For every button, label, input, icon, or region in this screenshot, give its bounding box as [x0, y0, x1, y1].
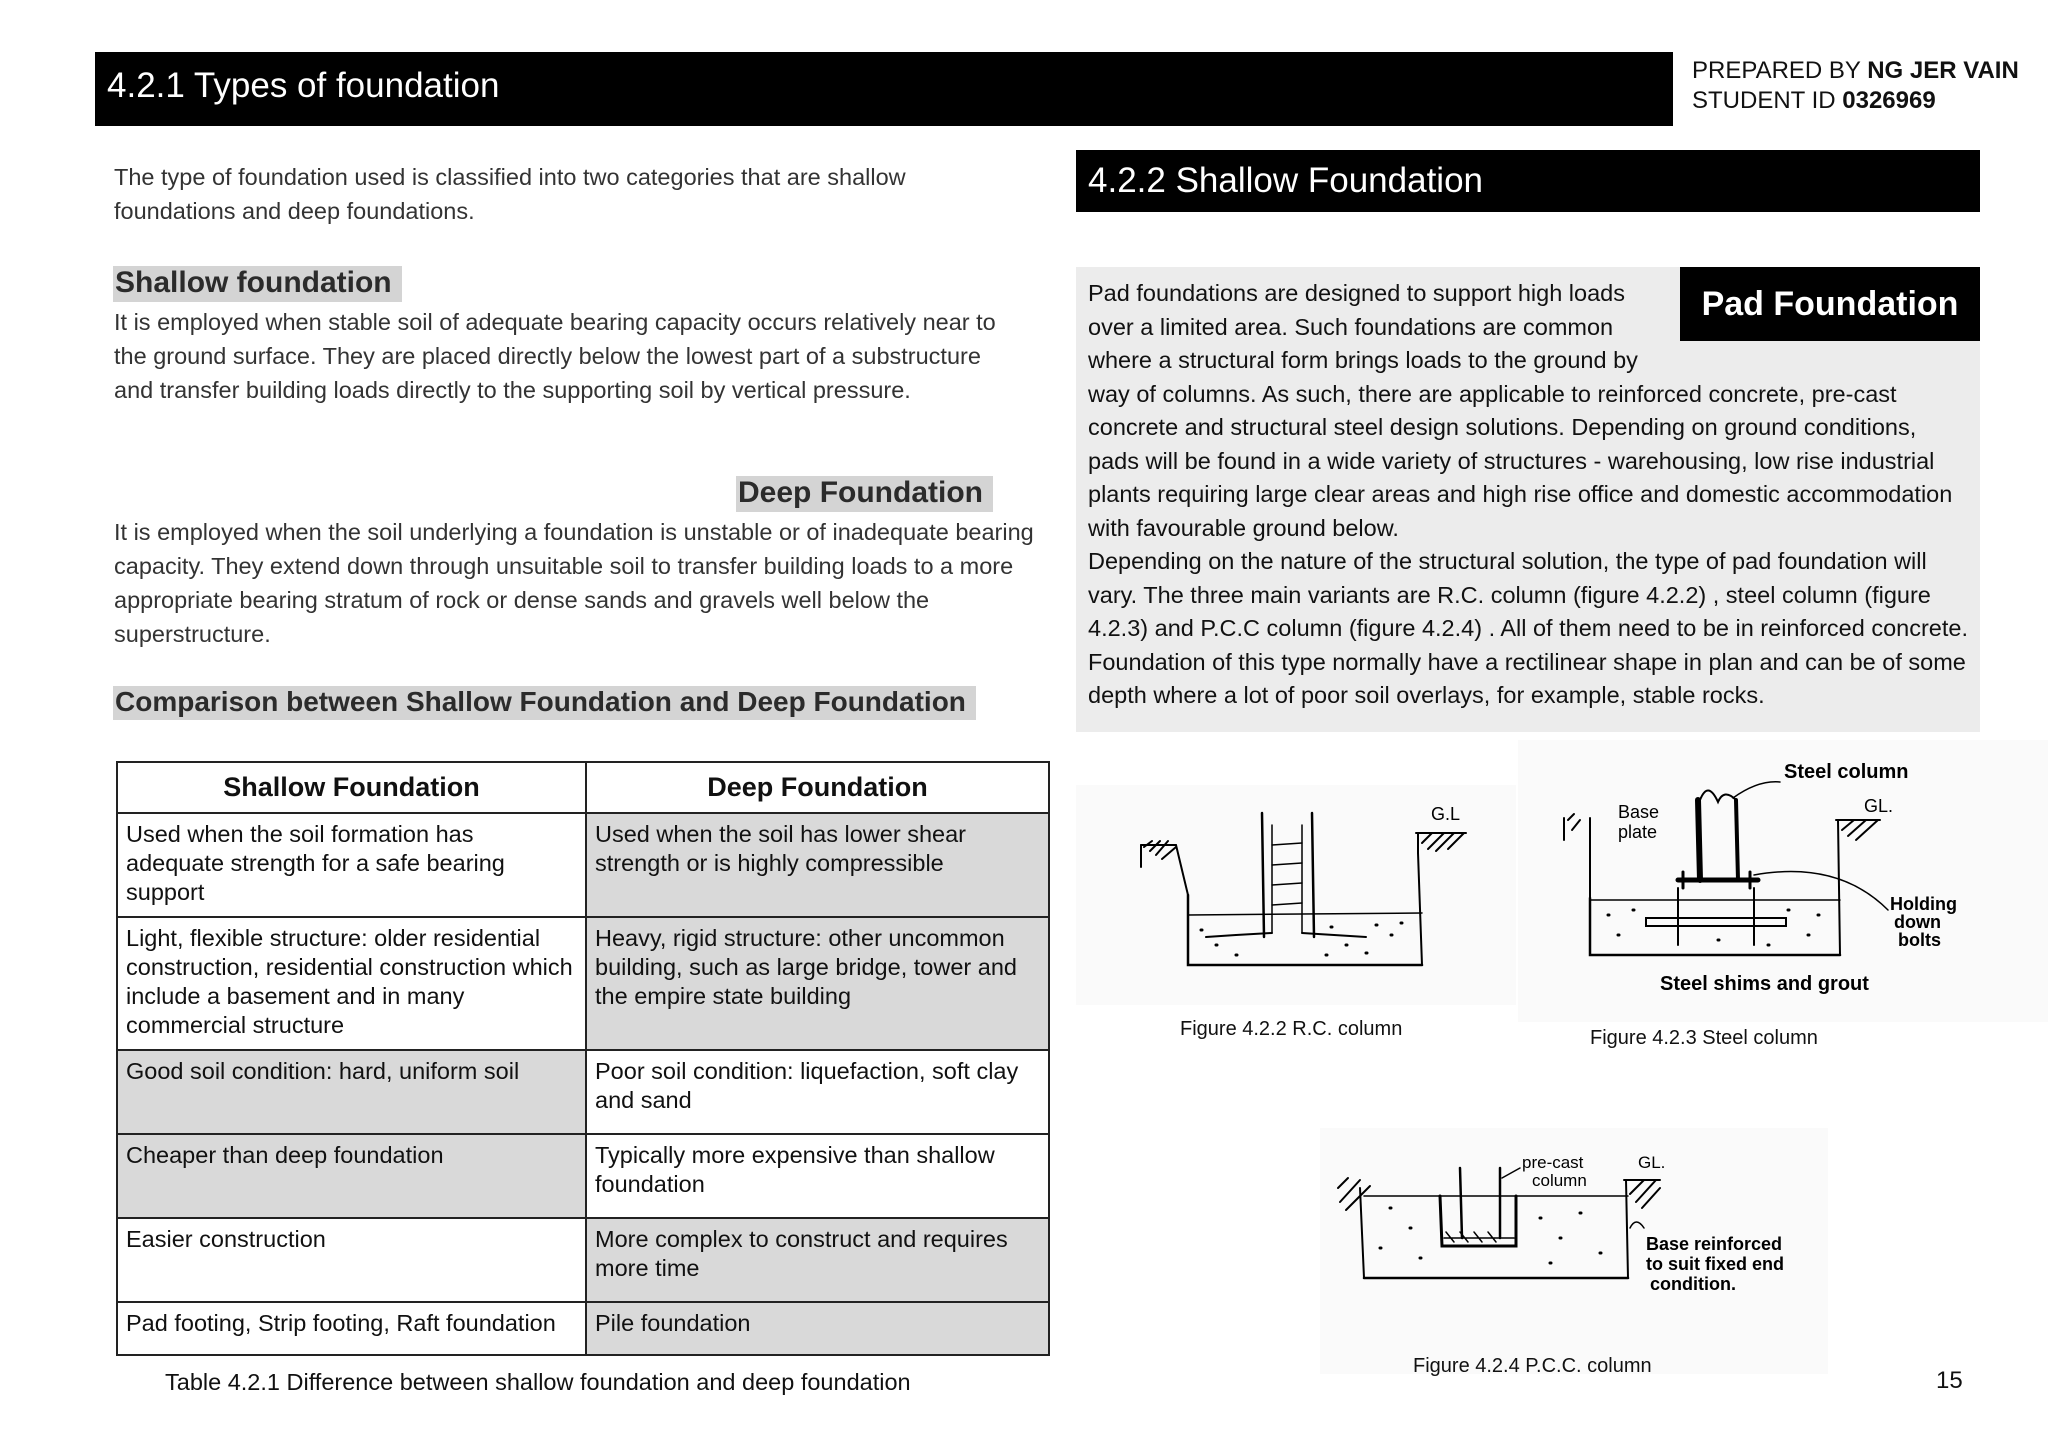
- holding-label: Holding: [1890, 894, 1957, 914]
- table-cell: Poor soil condition: liquefaction, soft clay and sand: [586, 1050, 1049, 1134]
- table-header-shallow: Shallow Foundation: [117, 762, 586, 813]
- condition-label: condition.: [1650, 1274, 1736, 1294]
- table-cell: Cheaper than deep foundation: [117, 1134, 586, 1218]
- table-row: [117, 1050, 1049, 1134]
- shims-label: Steel shims and grout: [1660, 973, 1869, 995]
- section-title: 4.2.1 Types of foundation: [107, 66, 500, 105]
- page-number: 15: [1936, 1367, 1963, 1394]
- table-cell: Used when the soil has lower shear strength or is highly compressible: [586, 813, 1049, 917]
- table-row: [117, 1134, 1049, 1218]
- table-cell: Good soil condition: hard, uniform soil: [117, 1050, 586, 1134]
- rc-gl-label: G.L: [1431, 804, 1461, 824]
- shallow-foundation-title: 4.2.2 Shallow Foundation: [1088, 161, 1483, 200]
- prepared-by: PREPARED BY NG JER VAIN: [1692, 57, 2019, 84]
- pcc-column-figure: [1320, 1128, 1828, 1374]
- pad-foundation-text-2: Depending on the nature of the structural solution, the type of pad foundation will vary. The three main variants are R.C. column (figure 4.2.2) , steel column (figure 4.2.3) and P.C.C column (figure 4.2.4) . All of them need to be in reinforced concrete. Foundation of this type normally have a rectilinear shape in plan and can be of some depth where a lot of poor soil overlays, for example, stable rocks.: [1088, 548, 1968, 708]
- pad-foundation-text-1: Pad foundations are designed to support high loads over a limited area. Such foundations are common where a structural form brings loads to the ground by way of columns. As such, there are applicable to reinforced concrete, pre-cast concrete and structural steel design solutions. Depending on ground conditions, pads will be found in a wide variety of structures - warehousing, low rise industrial plants requiring large clear areas and high rise office and domestic accommodation with favourable ground below.: [1088, 280, 1953, 541]
- rc-column-figure: [1076, 785, 1516, 1005]
- table-cell: Typically more expensive than shallow foundation: [586, 1134, 1049, 1218]
- deep-foundation-heading: Deep Foundation: [736, 476, 993, 512]
- pcc-gl-label: GL.: [1638, 1153, 1666, 1172]
- student-id: STUDENT ID 0326969: [1692, 87, 1936, 114]
- fixed-end-label: to suit fixed end: [1646, 1254, 1785, 1274]
- pad-foundation-label: Pad Foundation: [1680, 267, 1980, 341]
- steel-column-figure: [1518, 740, 2048, 1022]
- base-reinforced-label: Base reinforced: [1646, 1234, 1783, 1254]
- down-label: down: [1894, 912, 1941, 932]
- table-cell: Easier construction: [117, 1218, 586, 1302]
- table-header-row: [117, 762, 1049, 813]
- rc-column-caption: Figure 4.2.2 R.C. column: [1180, 1018, 1403, 1040]
- intro-paragraph: The type of foundation used is classified into two categories that are shallow foundations and deep foundations.: [114, 164, 906, 224]
- table-cell: More complex to construct and requires more time: [586, 1218, 1049, 1302]
- steel-column-caption: Figure 4.2.3 Steel column: [1590, 1027, 1818, 1049]
- table-row: [117, 1218, 1049, 1302]
- table-cell: Pad footing, Strip footing, Raft foundation: [117, 1302, 586, 1355]
- bolts-label: bolts: [1898, 930, 1941, 950]
- shallow-foundation-text: It is employed when stable soil of adequate bearing capacity occurs relatively near to the ground surface. They are placed directly below the lowest part of a substructure and transfer building loads directly to the supporting soil by vertical pressure.: [114, 309, 996, 403]
- shallow-foundation-heading: Shallow foundation: [113, 266, 402, 302]
- base-label: Base: [1618, 802, 1660, 822]
- precast-label: pre-cast: [1522, 1153, 1584, 1172]
- table-caption: Table 4.2.1 Difference between shallow foundation and deep foundation: [165, 1369, 911, 1395]
- table-cell: Heavy, rigid structure: other uncommon building, such as large bridge, tower and the empire state building: [586, 917, 1049, 1050]
- table-cell: Light, flexible structure: older residential construction, residential construction which include a basement and in many commercial structure: [117, 917, 586, 1050]
- pcc-column-label: column: [1532, 1171, 1587, 1190]
- shallow-foundation-title-bar: [1076, 150, 1980, 212]
- table-row: [117, 917, 1049, 1050]
- pcc-column-caption: Figure 4.2.4 P.C.C. column: [1413, 1355, 1652, 1377]
- table-row: [117, 1302, 1049, 1355]
- table-cell: Pile foundation: [586, 1302, 1049, 1355]
- pad-foundation-box: [1076, 267, 1980, 732]
- deep-foundation-text: It is employed when the soil underlying a foundation is unstable or of inadequate bearing capacity. They extend down through unsuitable soil to transfer building loads to a more appropriate bearing stratum of rock or dense sands and gravels well below the superstructure.: [114, 519, 1034, 647]
- plate-label: plate: [1618, 822, 1658, 842]
- author-info: [1692, 56, 2019, 116]
- comparison-table: [116, 761, 1050, 1356]
- steel-column-label: Steel column: [1784, 761, 1909, 783]
- table-row: [117, 813, 1049, 917]
- table-cell: Used when the soil formation has adequate strength for a safe bearing support: [117, 813, 586, 917]
- table-header-deep: Deep Foundation: [586, 762, 1049, 813]
- comparison-heading: Comparison between Shallow Foundation and Deep Foundation: [113, 686, 976, 720]
- steel-gl-label: GL.: [1864, 796, 1894, 816]
- section-header-bar: [95, 52, 1673, 126]
